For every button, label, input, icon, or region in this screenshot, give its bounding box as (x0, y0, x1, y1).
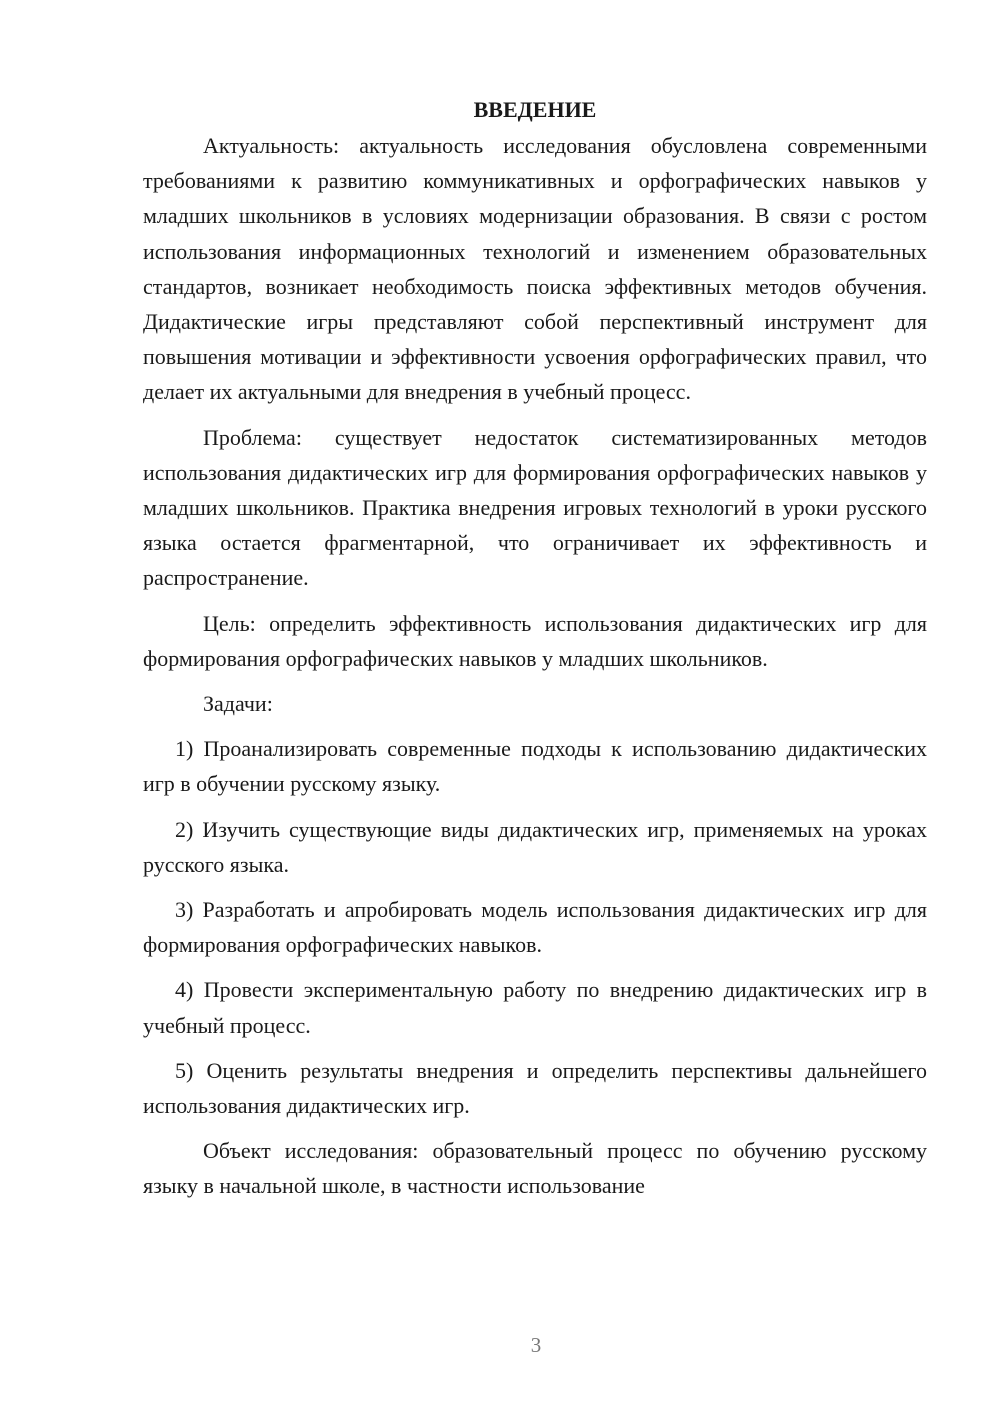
page-title: ВВЕДЕНИЕ (473, 97, 597, 122)
page-number: 3 (530, 1333, 542, 1357)
paragraph-goal: Цель: определить эффективность использования дидактических игр для формирования орфографических навыков у младших школьников. (143, 610, 927, 671)
paragraph-problem: Проблема: существует недостаток систематизированных методов использования дидактических игр для формирования орфографических навыков у младших школьников. Практика внедрения игровых технологий в уроки русского языка остается фрагментарной, что ограничивает их эффективность и распространение. (143, 424, 927, 591)
tasks-label: Задачи: (203, 691, 273, 717)
task-item-3: 3) Разработать и апробировать модель использования дидактических игр для формирования орфографических навыков. (143, 897, 927, 958)
task-item-1: 1) Проанализировать современные подходы к использованию дидактических игр в обучении русскому языку. (143, 736, 927, 797)
task-item-4: 4) Провести экспериментальную работу по внедрению дидактических игр в учебный процесс. (143, 977, 927, 1038)
paragraph-relevance: Актуальность: актуальность исследования обусловлена современными требованиями к развитию коммуникативных и орфографических навыков у младших школьников в условиях модернизации образования. В связи с ростом использования информационных технологий и изменением образовательных стандартов, возникает необходимость поиска эффективных методов обучения. Дидактические игры представляют собой перспективный инструмент для повышения мотивации и эффективности усвоения орфографических правил, что делает их актуальными для внедрения в учебный процесс. (143, 133, 927, 405)
paragraph-object: Объект исследования: образовательный процесс по обучению русскому языку в начальной школе, в частности использование (143, 1138, 927, 1199)
task-item-2: 2) Изучить существующие виды дидактических игр, применяемых на уроках русского языка. (143, 816, 927, 877)
document-page (143, 92, 927, 1214)
tasks-list (143, 731, 927, 1123)
task-item-5: 5) Оценить результаты внедрения и определить перспективы дальнейшего использования дидактических игр. (143, 1057, 927, 1119)
